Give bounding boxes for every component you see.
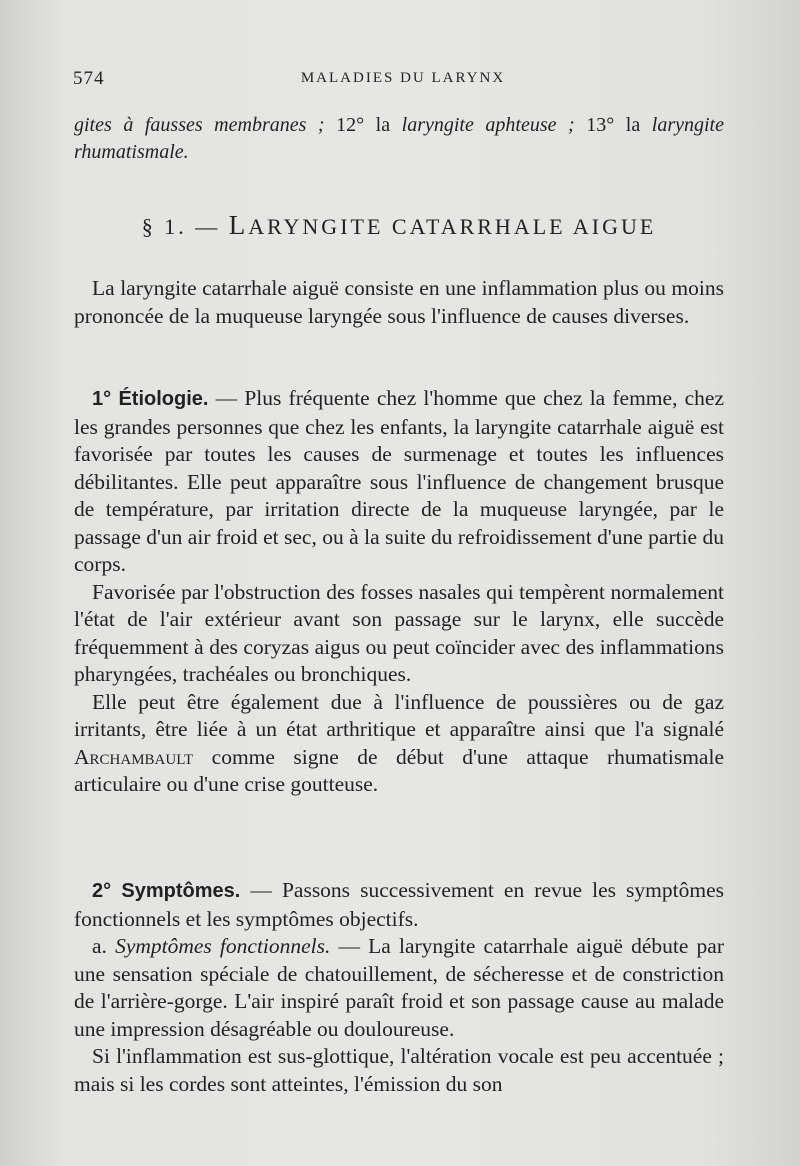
symptoms-heading: 2° Symptômes. bbox=[92, 880, 241, 902]
etiology-heading: 1° Étiologie. bbox=[92, 388, 209, 410]
page-number: 574 bbox=[73, 68, 105, 89]
page-header bbox=[73, 68, 733, 94]
symptoms-paragraph-1 bbox=[74, 877, 724, 933]
symptoms-text-2: — La laryngite catarrhale aiguë débute par une sensation spéciale de chatouillement, de sécheresse et de constriction de l'arrière-gorge. L'air inspiré paraît froid et son passage cause au malade une impression désagréable ou douloureuse. bbox=[74, 934, 724, 1041]
etiology-block bbox=[74, 385, 724, 799]
etiology-paragraph-3 bbox=[74, 689, 724, 799]
symptoms-text-1: — Passons successivement en revue les symptômes fonctionnels et les symptômes objectifs. bbox=[74, 878, 725, 931]
etiology-text-3a: Elle peut être également due à l'influence de poussières ou de gaz irritants, être liée à un état arthritique et apparaître ainsi que l'a signalé bbox=[74, 689, 724, 741]
functional-symptoms-title: Symptômes fonctionnels. bbox=[115, 934, 331, 958]
etiology-paragraph-1 bbox=[74, 385, 724, 579]
continuation-sep-2: 13° la bbox=[574, 114, 652, 136]
etiology-text-3b: comme signe de début d'une attaque rhumatismale articulaire ou d'une crise goutteuse. bbox=[74, 744, 724, 796]
symptoms-paragraph-2 bbox=[74, 933, 724, 1043]
continuation-text bbox=[74, 112, 724, 166]
etiology-text-1: — Plus fréquente chez l'homme que chez la femme, chez les grandes personnes que chez les enfants, la laryngite catarrhale aiguë est favorisée par toutes les causes de surmenage et toutes les influences débilitantes. Elle peut apparaître sous l'influence de changement brusque de température, par irritation directe de la muqueuse laryngée, par le passage d'un air froid et sec, ou à la suite du refroidissement d'une partie du corps. bbox=[74, 386, 724, 576]
symptoms-block bbox=[74, 877, 724, 1098]
symptoms-paragraph-3: Si l'inflammation est sus-glottique, l'altération vocale est peu accentuée ; mais si les cordes sont atteintes, l'émission du son bbox=[74, 1044, 724, 1096]
continuation-sep-1: 12° la bbox=[324, 114, 402, 136]
etiology-paragraph-2: Favorisée par l'obstruction des fosses nasales qui tempèrent normalement l'état de l'air extérieur avant son passage sur le larynx, elle succède fréquemment à des coryzas aigus ou peut coïncider avec des inflammations pharyngées, trachéales ou bronchiques. bbox=[74, 579, 724, 686]
symptoms-label-a: a. bbox=[92, 934, 116, 958]
section-first-letter: L bbox=[228, 210, 249, 240]
intro-paragraph: La laryngite catarrhale aiguë consiste en une inflammation plus ou moins prononcée de la muqueuse laryngée sous l'influence de causes diverses. bbox=[74, 276, 724, 328]
author-name: Archambault bbox=[74, 744, 194, 769]
continuation-part-1: gites à fausses membranes ; bbox=[74, 114, 325, 136]
running-title: MALADIES DU LARYNX bbox=[300, 70, 506, 86]
section-title-rest: ARYNGITE CATARRHALE AIGUE bbox=[248, 214, 657, 239]
continuation-part-3: laryngite rhumatismale. bbox=[74, 114, 724, 163]
section-number: § 1. — bbox=[141, 214, 229, 239]
section-title bbox=[74, 210, 724, 241]
continuation-part-2: laryngite aphteuse ; bbox=[401, 114, 575, 136]
intro-block bbox=[74, 275, 724, 330]
